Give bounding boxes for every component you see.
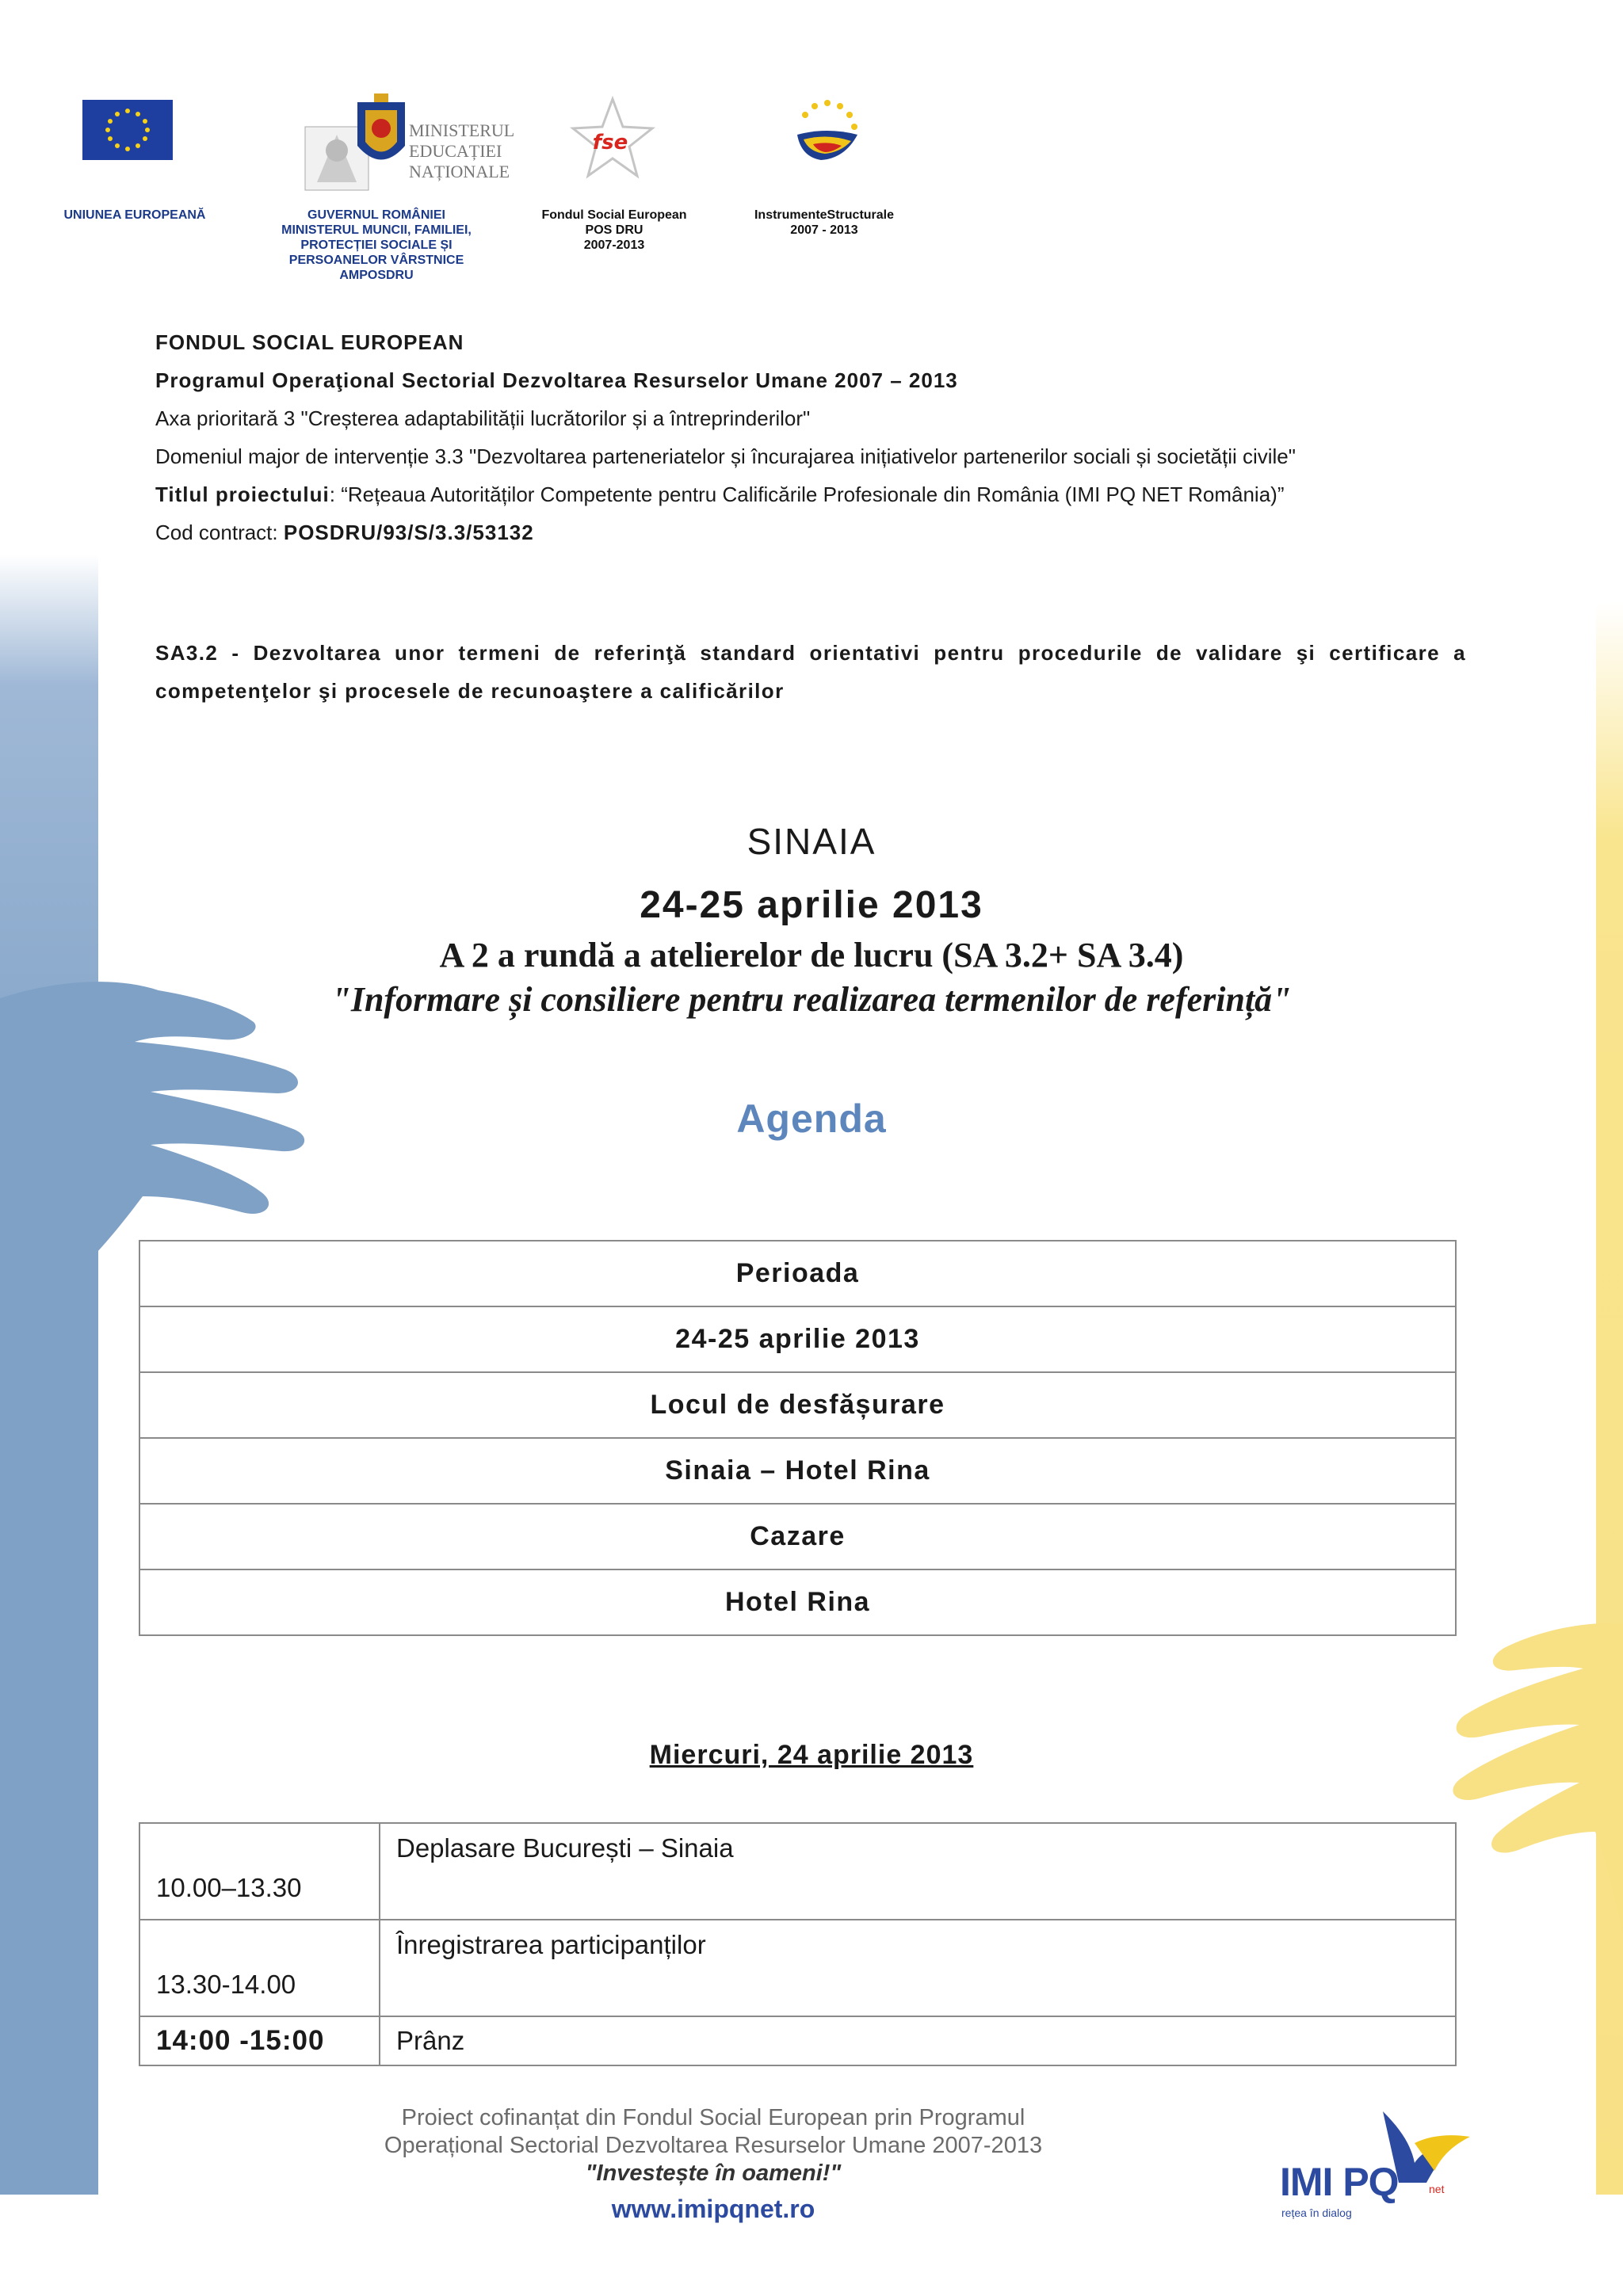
- agenda-heading: Agenda: [736, 1097, 887, 1141]
- contract-label: Cod contract:: [155, 521, 284, 544]
- schedule-time: 13.30-14.00: [156, 1970, 296, 1999]
- gov-caption-line: PROTECȚIEI SOCIALE ȘI: [300, 238, 453, 252]
- footer-website-link[interactable]: www.imipqnet.ro: [611, 2195, 815, 2223]
- schedule-table: [139, 1822, 1457, 2066]
- program-title: Programul Operaţional Sectorial Dezvoltarea Resurselor Umane 2007 – 2013: [155, 368, 958, 392]
- contract-value: POSDRU/93/S/3.3/53132: [283, 521, 534, 544]
- project-title-label: Titlul proiectului: [155, 482, 330, 506]
- info-row: Hotel Rina: [140, 1569, 1455, 1634]
- event-round: A 2 a rundă a atelierelor de lucru (SA 3.2+ SA 3.4): [439, 936, 1184, 974]
- footer-slogan: "Investește în oameni!": [585, 2161, 842, 2186]
- imipq-brand: IMI PQ: [1280, 2160, 1399, 2204]
- schedule-row: [140, 1919, 1455, 2016]
- info-row: 24-25 aprilie 2013: [140, 1306, 1455, 1371]
- is-caption-line: 2007 - 2013: [790, 223, 858, 237]
- event-city: SINAIA: [747, 821, 876, 862]
- info-row: Sinaia – Hotel Rina: [140, 1437, 1455, 1503]
- is-caption-line: InstrumenteStructurale: [754, 208, 895, 222]
- svg-text:fse: fse: [592, 131, 628, 154]
- schedule-time-cell: [140, 1920, 380, 2016]
- logos-row: [0, 87, 1623, 293]
- romanian-coat-of-arms-icon: [353, 90, 409, 177]
- gov-caption-line: PERSOANELOR VÂRSTNICE: [288, 254, 464, 267]
- info-row: Perioada: [735, 1258, 860, 1288]
- header-axis: Axa prioritară 3 "Creșterea adaptabilității lucrătorilor și a întreprinderilor": [155, 406, 811, 430]
- gov-caption-line: GUVERNUL ROMÂNIEI: [307, 208, 445, 222]
- gov-caption-line: AMPOSDRU: [339, 269, 414, 282]
- imipq-logo: [1280, 2096, 1486, 2226]
- schedule-row: [140, 2016, 1455, 2065]
- event-info-table: [139, 1240, 1457, 1636]
- header-domain: Domeniul major de intervenție 3.3 "Dezvoltarea parteneriatelor și încurajarea inițiativelor partenerilor sociali și societății civile": [155, 444, 1296, 468]
- fse-caption: [523, 208, 705, 253]
- imipq-tagline: rețea în dialog: [1281, 2206, 1352, 2219]
- schedule-activity: Înregistrarea participanților: [396, 1930, 706, 1959]
- header-contract: [155, 513, 534, 551]
- footer-line-2: Operațional Sectorial Dezvoltarea Resurselor Umane 2007-2013: [384, 2133, 1043, 2158]
- schedule-time: 14:00 -15:00: [140, 2017, 380, 2065]
- ministry-logo-text: MINISTERUL EDUCAȚIEI NAȚIONALE: [409, 120, 514, 181]
- structural-instruments-logo-icon: [789, 95, 865, 174]
- project-title-value: : “Rețeaua Autorităților Competente pentru Calificările Profesionale din România (IMI PQ NET România)”: [329, 482, 1285, 506]
- schedule-activity: Prânz: [396, 2026, 465, 2055]
- event-date: 24-25 aprilie 2013: [640, 884, 983, 926]
- gov-caption-line: MINISTERUL MUNCII, FAMILIEI,: [281, 223, 472, 237]
- government-caption: [262, 208, 491, 283]
- fund-title: FONDUL SOCIAL EUROPEAN: [155, 330, 464, 354]
- schedule-time: 10.00–13.30: [156, 1873, 302, 1902]
- info-row: Cazare: [140, 1503, 1455, 1569]
- fse-caption-line: Fondul Social European: [541, 208, 687, 222]
- fse-caption-line: 2007-2013: [583, 238, 645, 252]
- header-fund: [155, 323, 464, 361]
- sub-activity-text: SA3.2 - Dezvoltarea unor termeni de referinţă standard orientativi pentru procedurile de validare şi certificare a competenţelor şi procesele de recunoaştere a calificărilor: [155, 641, 1466, 703]
- footer-line-1: Proiect cofinanțat din Fondul Social European prin Programul: [401, 2105, 1025, 2130]
- info-row: Locul de desfășurare: [140, 1371, 1455, 1437]
- eu-caption: UNIUNEA EUROPEANĂ: [63, 208, 206, 222]
- schedule-time-cell: [140, 1824, 380, 1919]
- header-project-title: [155, 475, 1284, 513]
- event-theme: "Informare și consiliere pentru realizarea termenilor de referință": [331, 980, 1292, 1019]
- structural-instruments-caption: [737, 208, 911, 238]
- schedule-row: [140, 1824, 1455, 1919]
- eu-flag-icon: [82, 100, 173, 160]
- fse-star-logo-icon: [569, 95, 656, 182]
- day-title: Miercuri, 24 aprilie 2013: [649, 1740, 974, 1770]
- fse-caption-line: POS DRU: [585, 223, 643, 237]
- imipq-brand-sub: net: [1429, 2183, 1445, 2195]
- header-program: [155, 361, 958, 399]
- schedule-activity: Deplasare București – Sinaia: [396, 1833, 734, 1863]
